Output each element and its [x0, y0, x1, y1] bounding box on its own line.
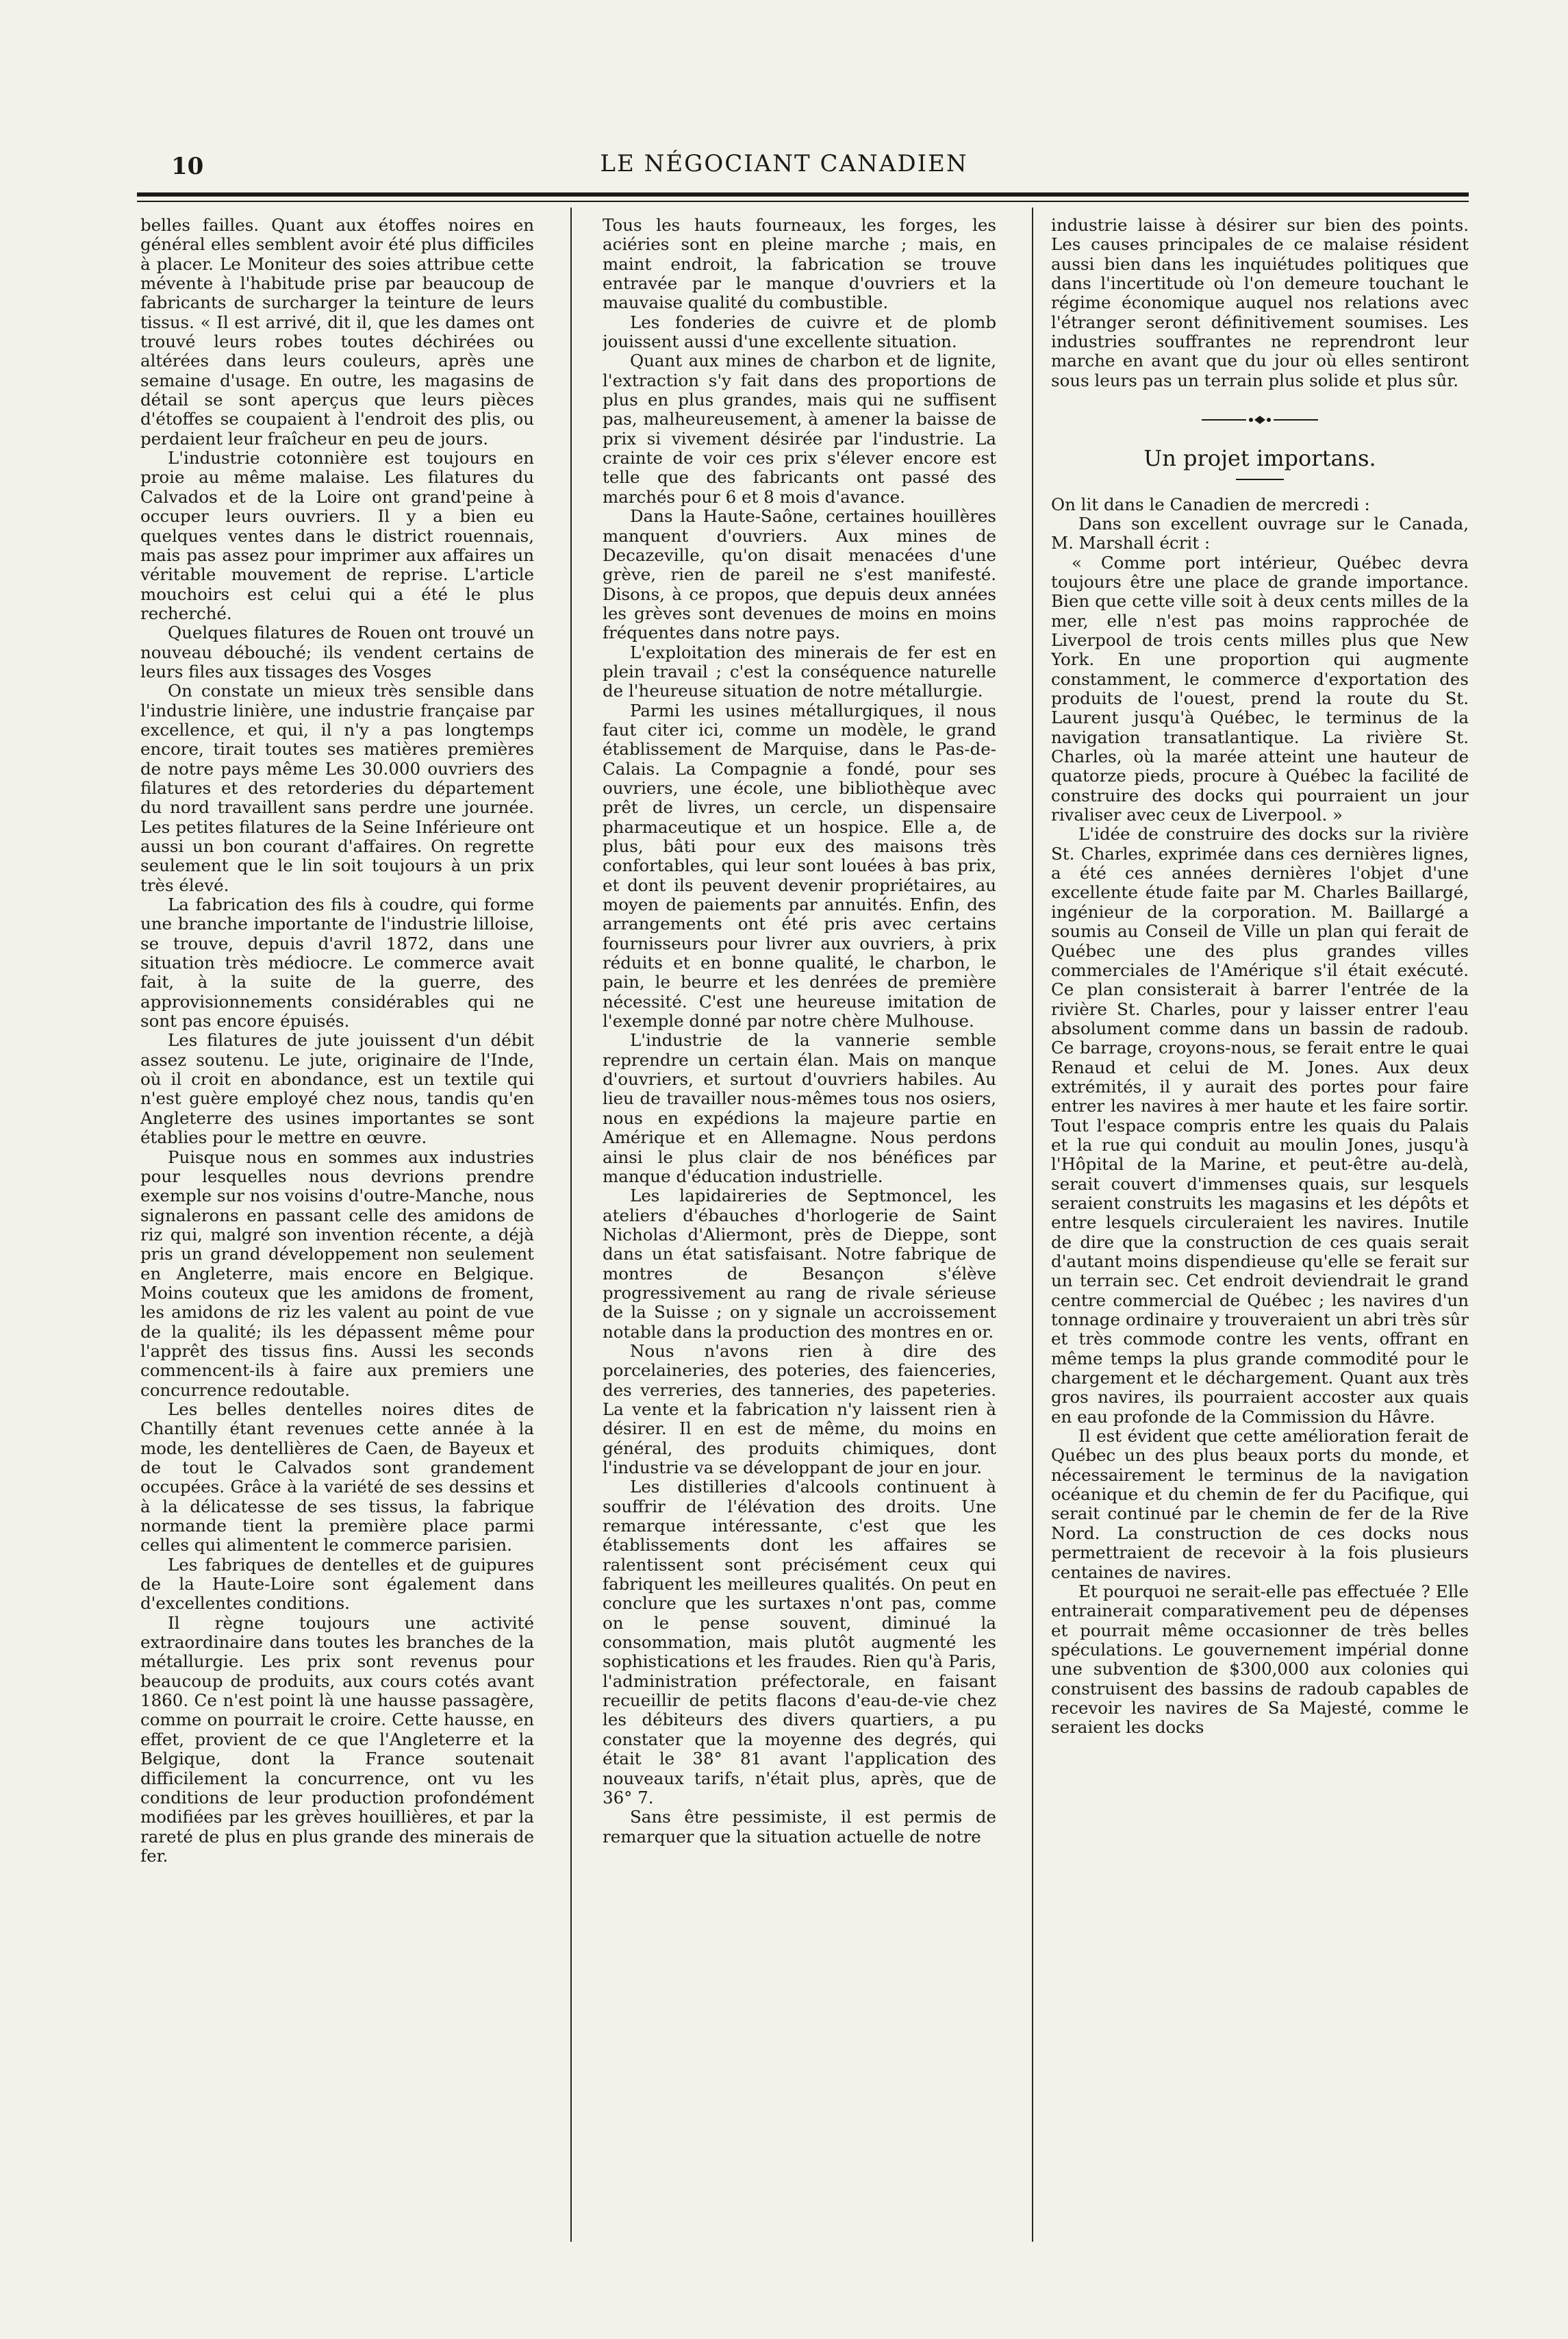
paragraph: Les filatures de jute jouissent d'un débit assez soutenu. Le jute, originaire de l'Inde, où il croit en abondance, est un textile qui n'est guère employé chez nous, tandis qu'en Angleterre des usines importantes se sont établies pour le mettre en œuvre. — [140, 1030, 534, 1148]
paragraph: Parmi les usines métallurgiques, il nous faut citer ici, comme un modèle, le grand établissement de Marquise, dans le Pas-de-Calais. La Compagnie a fondé, pour ses ouvriers, une école, une bibliothèque avec prêt de livres, un cercle, un dispensaire pharmaceutique et un hospice. Elle a, de plus, bâti pour eux des maisons très confortables, qui leur sont louées à bas prix, et dont ils peuvent devenir propriétaires, au moyen de paiements par annuités. Enfin, des arrangements ont été pris avec certains fournisseurs pour livrer aux ouvriers, à prix réduits et en bonne qualité, le charbon, le pain, le beurre et les denrées de première nécessité. C'est une heureuse imitation de l'exemple donné par notre chère Mulhouse. — [603, 700, 996, 1031]
paragraph: belles failles. Quant aux étoffes noires en général elles semblent avoir été plus difficiles à placer. Le Moniteur des soies attribue cette mévente à l'habitude prise par beaucoup de fabricants de surcharger la teinture de leurs tissus. « Il est arrivé, dit il, que les dames ont trouvé leurs robes toutes déchirées ou altérées dans leurs couleurs, après une semaine d'usage. En outre, les magasins de détail se sont aperçus que leurs pièces d'étoffes se coupaient à l'endroit des plis, ou perdaient leur fraîcheur en peu de jours. — [140, 216, 534, 449]
paragraph: L'industrie cotonnière est toujours en proie au même malaise. Les filatures du Calvados et de la Loire ont grand'peine à occuper leurs ouvriers. Il y a bien eu quelques ventes dans le district rouennais, mais pas assez pour imprimer aux affaires un véritable mouvement de reprise. L'article mouchoirs est celui qui a été le plus recherché. — [140, 448, 534, 623]
paragraph: Et pourquoi ne serait-elle pas effectuée ? Elle entrainerait comparativement peu de dépenses et pourrait même occasionner de très belles spéculations. Le gouvernement impérial donne une subvention de $300,000 aux colonies qui construisent des bassins de radoub capables de recevoir les navires de Sa Majesté, comme le seraient les docks — [1051, 1581, 1469, 1738]
paragraph: industrie laisse à désirer sur bien des points. Les causes principales de ce malaise résident aussi bien dans les inquiétudes politiques que dans l'incertitude où l'on demeure touchant le régime économique auquel nos relations avec l'étranger seront définitivement soumises. Les industries souffrantes ne reprendront leur marche en avant que du jour où elles sentiront sous leurs pas un terrain plus solide et plus sûr. — [1051, 216, 1469, 390]
paragraph: L'exploitation des minerais de fer est en plein travail ; c'est la conséquence naturelle de l'heureuse situation de notre métallurgie. — [603, 642, 996, 701]
paragraph: L'industrie de la vannerie semble reprendre un certain élan. Mais on manque d'ouvriers, et surtout d'ouvriers habiles. Au lieu de travailler nous-mêmes tous nos osiers, nous en expédions la majeure partie en Amérique et en Allemagne. Nous perdons ainsi le plus clair de nos bénéfices par manque d'éducation industrielle. — [603, 1030, 996, 1186]
paragraph: Quant aux mines de charbon et de lignite, l'extraction s'y fait dans des proportions de plus en plus grandes, mais qui ne suffisent pas, malheureusement, à amener la baisse de prix si vivement désirée par l'industrie. La crainte de voir ces prix s'élever encore est telle que des fabricants ont passé des marchés pour 6 et 8 mois d'avance. — [603, 351, 996, 507]
paragraph: Dans la Haute-Saône, certaines houillères manquent d'ouvriers. Aux mines de Decazeville, qu'on disait menacées d'une grève, rien de pareil ne s'est manifesté. Disons, à ce propos, que depuis deux années les grèves sont devenues de moins en moins fréquentes dans notre pays. — [603, 506, 996, 643]
paragraph: Les fabriques de dentelles et de guipures de la Haute-Loire sont également dans d'excellentes conditions. — [140, 1554, 534, 1614]
page-number: 10 — [171, 153, 204, 180]
paragraph: Puisque nous en sommes aux industries pour lesquelles nous devrions prendre exemple sur nos voisins d'outre-Manche, nous signalerons en passant celle des amidons de riz qui, malgré son invention récente, a déjà pris un grand développement non seulement en Angleterre, mais encore en Belgique. Moins couteux que les amidons de froment, les amidons de riz les valent au point de vue de la qualité; ils les dépassent même pour l'apprêt des tissus fins. Aussi les seconds commencent-ils à faire aux premiers une concurrence redoutable. — [140, 1147, 534, 1400]
header-rule-thin — [137, 201, 1469, 202]
paragraph: Les fonderies de cuivre et de plomb jouissent aussi d'une excellente situation. — [603, 312, 996, 352]
paragraph: Tous les hauts fourneaux, les forges, les aciéries sont en pleine marche ; mais, en maint endroit, la fabrication se trouve entravée par le manque d'ouvriers et la mauvaise qualité du combustible. — [603, 216, 996, 313]
masthead: LE NÉGOCIANT CANADIEN — [600, 150, 968, 177]
heading-rule — [1236, 479, 1284, 480]
paragraph: Les distilleries d'alcools continuent à souffrir de l'élévation des droits. Une remarque intéressante, c'est que les établissements dont les affaires se ralentissent sont précisément ceux qui fabriquent les meilleures qualités. On peut en conclure que les surtaxes n'ont pas, comme on le pense souvent, diminué la consommation, mais plutôt augmenté les sophistications et les fraudes. Rien qu'à Paris, l'administration préfectorale, en faisant recueillir de petits flacons d'eau-de-vie chez les débiteurs des divers quartiers, a pu constater que la moyenne des degrés, qui était le 38° 81 avant l'application des nouveaux tarifs, n'était plus, après, que de 36° 7. — [603, 1477, 996, 1808]
paragraph: Il est évident que cette amélioration ferait de Québec un des plus beaux ports du monde, et nécessairement le terminus de la navigation océanique et du chemin de fer du Pacifique, qui serait continué par le chemin de fer de la Rive Nord. La construction de ces docks nous permettraient de recevoir à la fois plusieurs centaines de navires. — [1051, 1426, 1469, 1582]
paragraph: La fabrication des fils à coudre, qui forme une branche importante de l'industrie lilloise, se trouve, depuis d'avril 1872, dans une situation très médiocre. Le commerce avait fait, à la suite de la guerre, des approvisionnements considérables qui ne sont pas encore épuisés. — [140, 895, 534, 1031]
column-3 — [1051, 216, 1469, 2248]
paragraph: On lit dans le Canadien de mercredi : — [1051, 494, 1370, 514]
paragraph: L'idée de construire des docks sur la rivière St. Charles, exprimée dans ces dernières lignes, a été ces années dernières l'objet d'une excellente étude faite par M. Charles Baillargé, ingénieur de la corporation. M. Baillargé a soumis au Conseil de Ville un plan qui ferait de Québec une des plus grandes villes commerciales de l'Amérique s'il était exécuté. Ce plan consisterait à barrer l'entrée de la rivière St. Charles, pour y laisser entrer l'eau absolument comme dans un bassin de radoub. Ce barrage, croyons-nous, se ferait entre le quai Renaud et celui de M. Jones. Aux deux extrémités, il y aurait des portes pour faire entrer les navires à mer haute et les faire sortir. Tout l'espace compris entre les quais du Palais et la rue qui conduit au moulin Jones, jusqu'à l'Hôpital de la Marine, et peut-être au-delà, serait couvert d'immenses quais, sur lesquels seraient construits les magasins et les dépôts et entre lesquels circuleraient les navires. Inutile de dire que la construction de ces quais serait d'autant moins dispendieuse qu'elle se ferait sur un terrain sec. Cet endroit deviendrait le grand centre commercial de Québec ; les navires d'un tonnage ordinaire y trouveraient un abri très sûr et très commode contre les vents, offrant en même temps la plus grande commodité pour le chargement et le déchargement. Quant aux très gros navires, ils pourraient accoster aux quais en eau profonde de la Commission du Hâvre. — [1051, 824, 1469, 1427]
paragraph: On constate un mieux très sensible dans l'industrie linière, une industrie française par excellence, et qui, il n'y a pas longtemps encore, tirait toutes ses matières premières de notre pays même Les 30.000 ouvriers des filatures et des retorderies du département du nord travaillent sans perdre une journée. Les petites filatures de la Seine Inférieure ont aussi un bon courant d'affaires. On regrette seulement que le lin soit toujours à un prix très élevé. — [140, 681, 534, 895]
article-heading: Un projet importans. — [1143, 445, 1376, 471]
ornament-divider-icon — [1202, 415, 1318, 425]
header-rule-thick — [137, 192, 1469, 197]
column-separator — [570, 208, 572, 2242]
paragraph: Quelques filatures de Rouen ont trouvé un nouveau débouché; ils vendent certains de leurs files aux tissages des Vosges — [140, 623, 534, 681]
paragraph: Nous n'avons rien à dire des porcelaineries, des poteries, des faienceries, des verreries, des tanneries, des papeteries. La vente et la fabrication n'y laissent rien à désirer. Il en est de même, du moins en général, des produits chimiques, dont l'industrie va se développant de jour en jour. — [603, 1340, 996, 1477]
column-2 — [603, 216, 996, 2248]
paragraph: Il règne toujours une activité extraordinaire dans toutes les branches de la métallurgie. Les prix sont revenus pour beaucoup de produits, aux cours cotés avant 1860. Ce n'est point là une hausse passagère, comme on pourrait le croire. Cette hausse, en effet, provient de ce que l'Angleterre et la Belgique, dont la France soutenait difficilement la concurrence, ont vu les conditions de leur production profondément modifiées par les grèves houillières, et par la rareté de plus en plus grande des minerais de fer. — [140, 1612, 534, 1866]
paragraph: Les lapidaireries de Septmoncel, les ateliers d'ébauches d'horlogerie de Saint Nicholas d'Aliermont, près de Dieppe, sont dans un état satisfaisant. Notre fabrique de montres de Besançon s'élève progressivement au rang de rivale sérieuse de la Suisse ; on y signale un accroissement notable dans la production des montres en or. — [603, 1186, 996, 1342]
column-1 — [140, 216, 534, 2248]
paragraph: Sans être pessimiste, il est permis de remarquer que la situation actuelle de notre — [603, 1807, 996, 1847]
paragraph: Les belles dentelles noires dites de Chantilly étant revenues cette année à la mode, les dentellières de Caen, de Bayeux et de tout le Calvados sont grandement occupées. Grâce à la variété de ses dessins et à la délicatesse de ses tissus, la fabrique normande tient la première place parmi celles qui alimentent le commerce parisien. — [140, 1399, 534, 1555]
quoted-paragraph: « Comme port intérieur, Québec devra toujours être une place de grande importance. Bien que cette ville soit à deux cents milles de la mer, elle n'est pas moins rapprochée de Liverpool de trois cents milles plus que New York. En une proportion qui augmente constamment, le commerce d'exportation des produits de l'ouest, prend la route du St. Laurent jusqu'à Québec, le terminus de la navigation transatlantique. La rivière St. Charles, où la marée atteint une hauteur de quatorze pieds, procure à Québec la facilité de construire des docks qui pourraient un jour rivaliser avec ceux de Liverpool. » — [1051, 552, 1469, 825]
section-ornament — [1051, 411, 1469, 428]
column-separator — [1032, 208, 1033, 2242]
paragraph: Dans son excellent ouvrage sur le Canada, M. Marshall écrit : — [1051, 513, 1469, 553]
